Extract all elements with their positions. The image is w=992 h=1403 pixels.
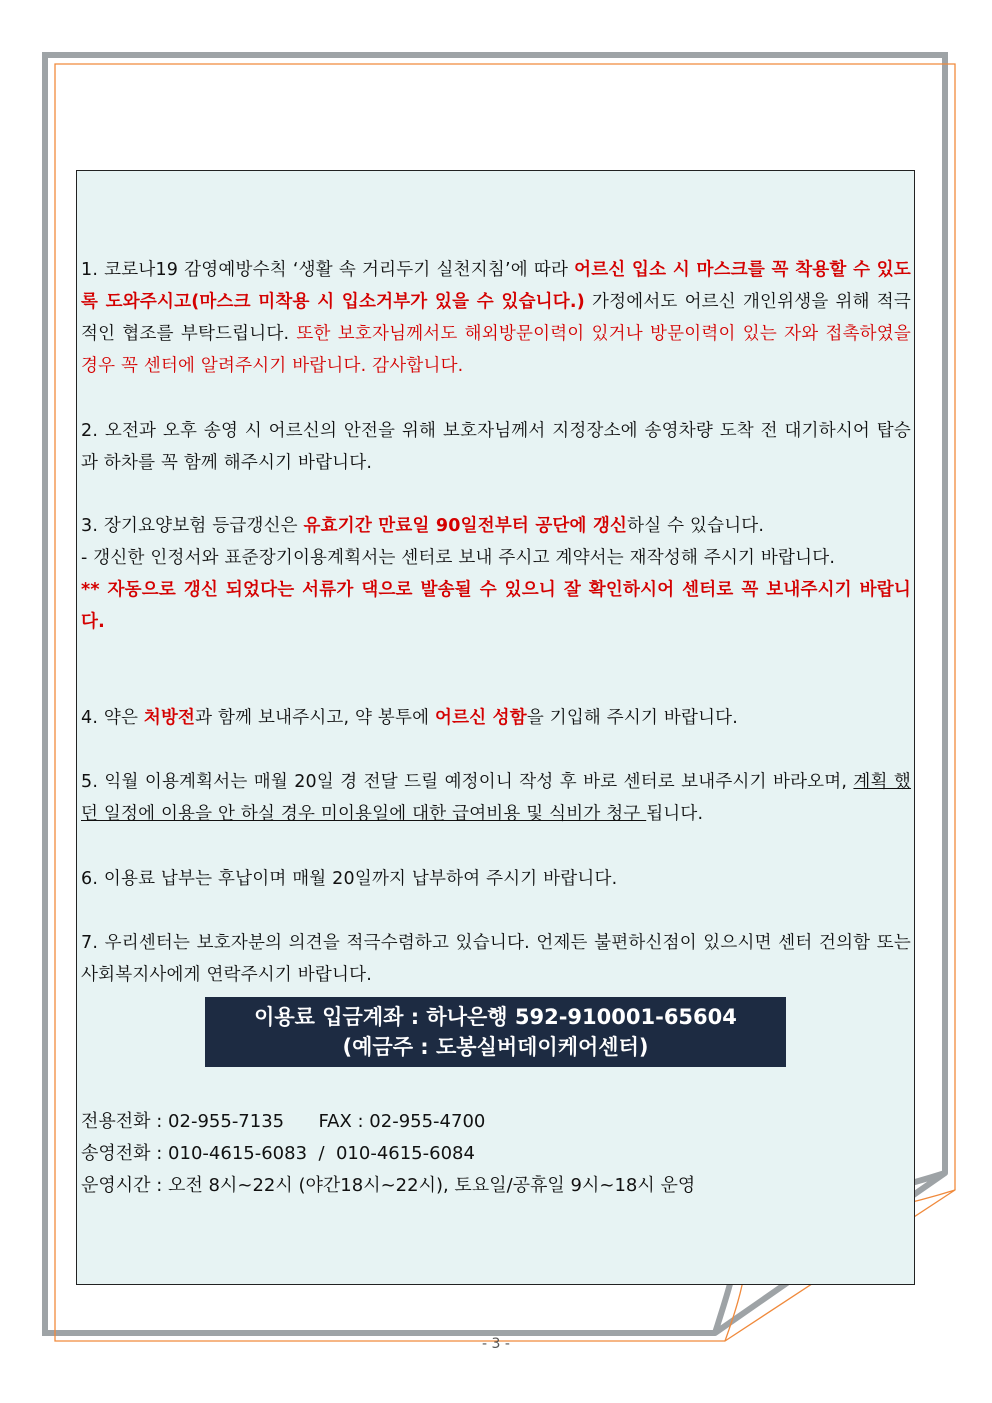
item-4-text: 4. 약은 [81,708,144,728]
phone-fax-line: 전용전화 : 02-955-7135 FAX : 02-955-4700 [81,1111,486,1132]
transport-phone-line: 송영전화 : 010-4615-6083 / 010-4615-6084 [81,1143,475,1164]
item-1-hygiene-text: 가정에서도 어르신 개인위생을 위해 적극적인 협조를 부탁드립니다. [81,292,911,344]
item-4-text-end: 을 기입해 주시기 바랍니다. [526,708,739,728]
item-3-text: 3. 장기요양보험 등급갱신은 [81,516,304,536]
notice-item-4 [81,702,911,734]
item-1-travel-warning: 또한 보호자님께서도 해외방문이력이 있거나 방문이력이 있는 자와 접촉하였을 경우 꼭 센터에 알려주시기 바랍니다. 감사합니다. [81,324,911,376]
bank-account-holder: (예금주 : 도봉실버데이케어센터) [342,1035,649,1059]
bank-account-box [205,997,786,1067]
item-1-mask-warning: 어르신 입소 시 마스크를 꼭 착용할 수 있도록 도와주시고(마스크 미착용 시 입소거부가 있을 수 있습니다.) [81,260,911,312]
item-4-text-mid: 과 함께 보내주시고, 약 봉투에 [195,708,436,728]
notice-item-6: 6. 이용료 납부는 후납이며 매월 20일까지 납부하여 주시기 바랍니다. [81,869,618,889]
bank-account-number: 이용료 입금계좌 : 하나은행 592-910001-65604 [254,1005,737,1029]
item-3-auto-renewal-notice: ** 자동으로 갱신 되었다는 서류가 댁으로 발송될 수 있으니 잘 확인하시어 센터로 꼭 보내주시기 바랍니다. [81,580,911,632]
page-number: - 3 - [482,1336,510,1352]
notice-item-3 [81,510,911,638]
item-4-name: 어르신 성함 [435,708,527,728]
item-4-prescription: 처방전 [143,708,196,728]
item-5-text-end: 됩니다. [646,804,704,824]
notice-item-7: 7. 우리센터는 보호자분의 의견을 적극수렴하고 있습니다. 언제든 불편하신점이 있으시면 센터 건의함 또는 사회복지사에게 연락주시기 바랍니다. [81,933,911,985]
item-1-text: 1. 코로나19 감영예방수칙 ‘생활 속 거리두기 실천지침’에 따라 [81,260,575,280]
item-3-line-1 [81,510,911,542]
item-3-text-end: 하실 수 있습니다. [627,516,765,536]
item-3-renewal-period: 유효기간 만료일 90일전부터 공단에 갱신 [303,516,628,536]
notice-item-1 [81,254,911,382]
item-5-billing-note: 계획 했던 일정에 이용을 안 하실 경우 미이용일에 대한 급여비용 및 식비가 청구 [81,772,912,824]
operating-hours-line: 운영시간 : 오전 8시~22시 (야간18시~22시), 토요일/공휴일 9시~18시 운영 [81,1175,696,1196]
item-5-text: 5. 익월 이용계획서는 매월 20일 경 전달 드릴 예정이니 작성 후 바로 센터로 보내주시기 바라오며, [81,772,854,792]
notice-item-2: 2. 오전과 오후 송영 시 어르신의 안전을 위해 보호자님께서 지정장소에 송영차량 도착 전 대기하시어 탑승과 하차를 꼭 함께 해주시기 바랍니다. [81,421,911,473]
item-3-documents: - 갱신한 인정서와 표준장기이용계획서는 센터로 보내 주시고 계약서는 재작성해 주시기 바랍니다. [81,548,836,568]
notice-item-5 [81,766,911,830]
